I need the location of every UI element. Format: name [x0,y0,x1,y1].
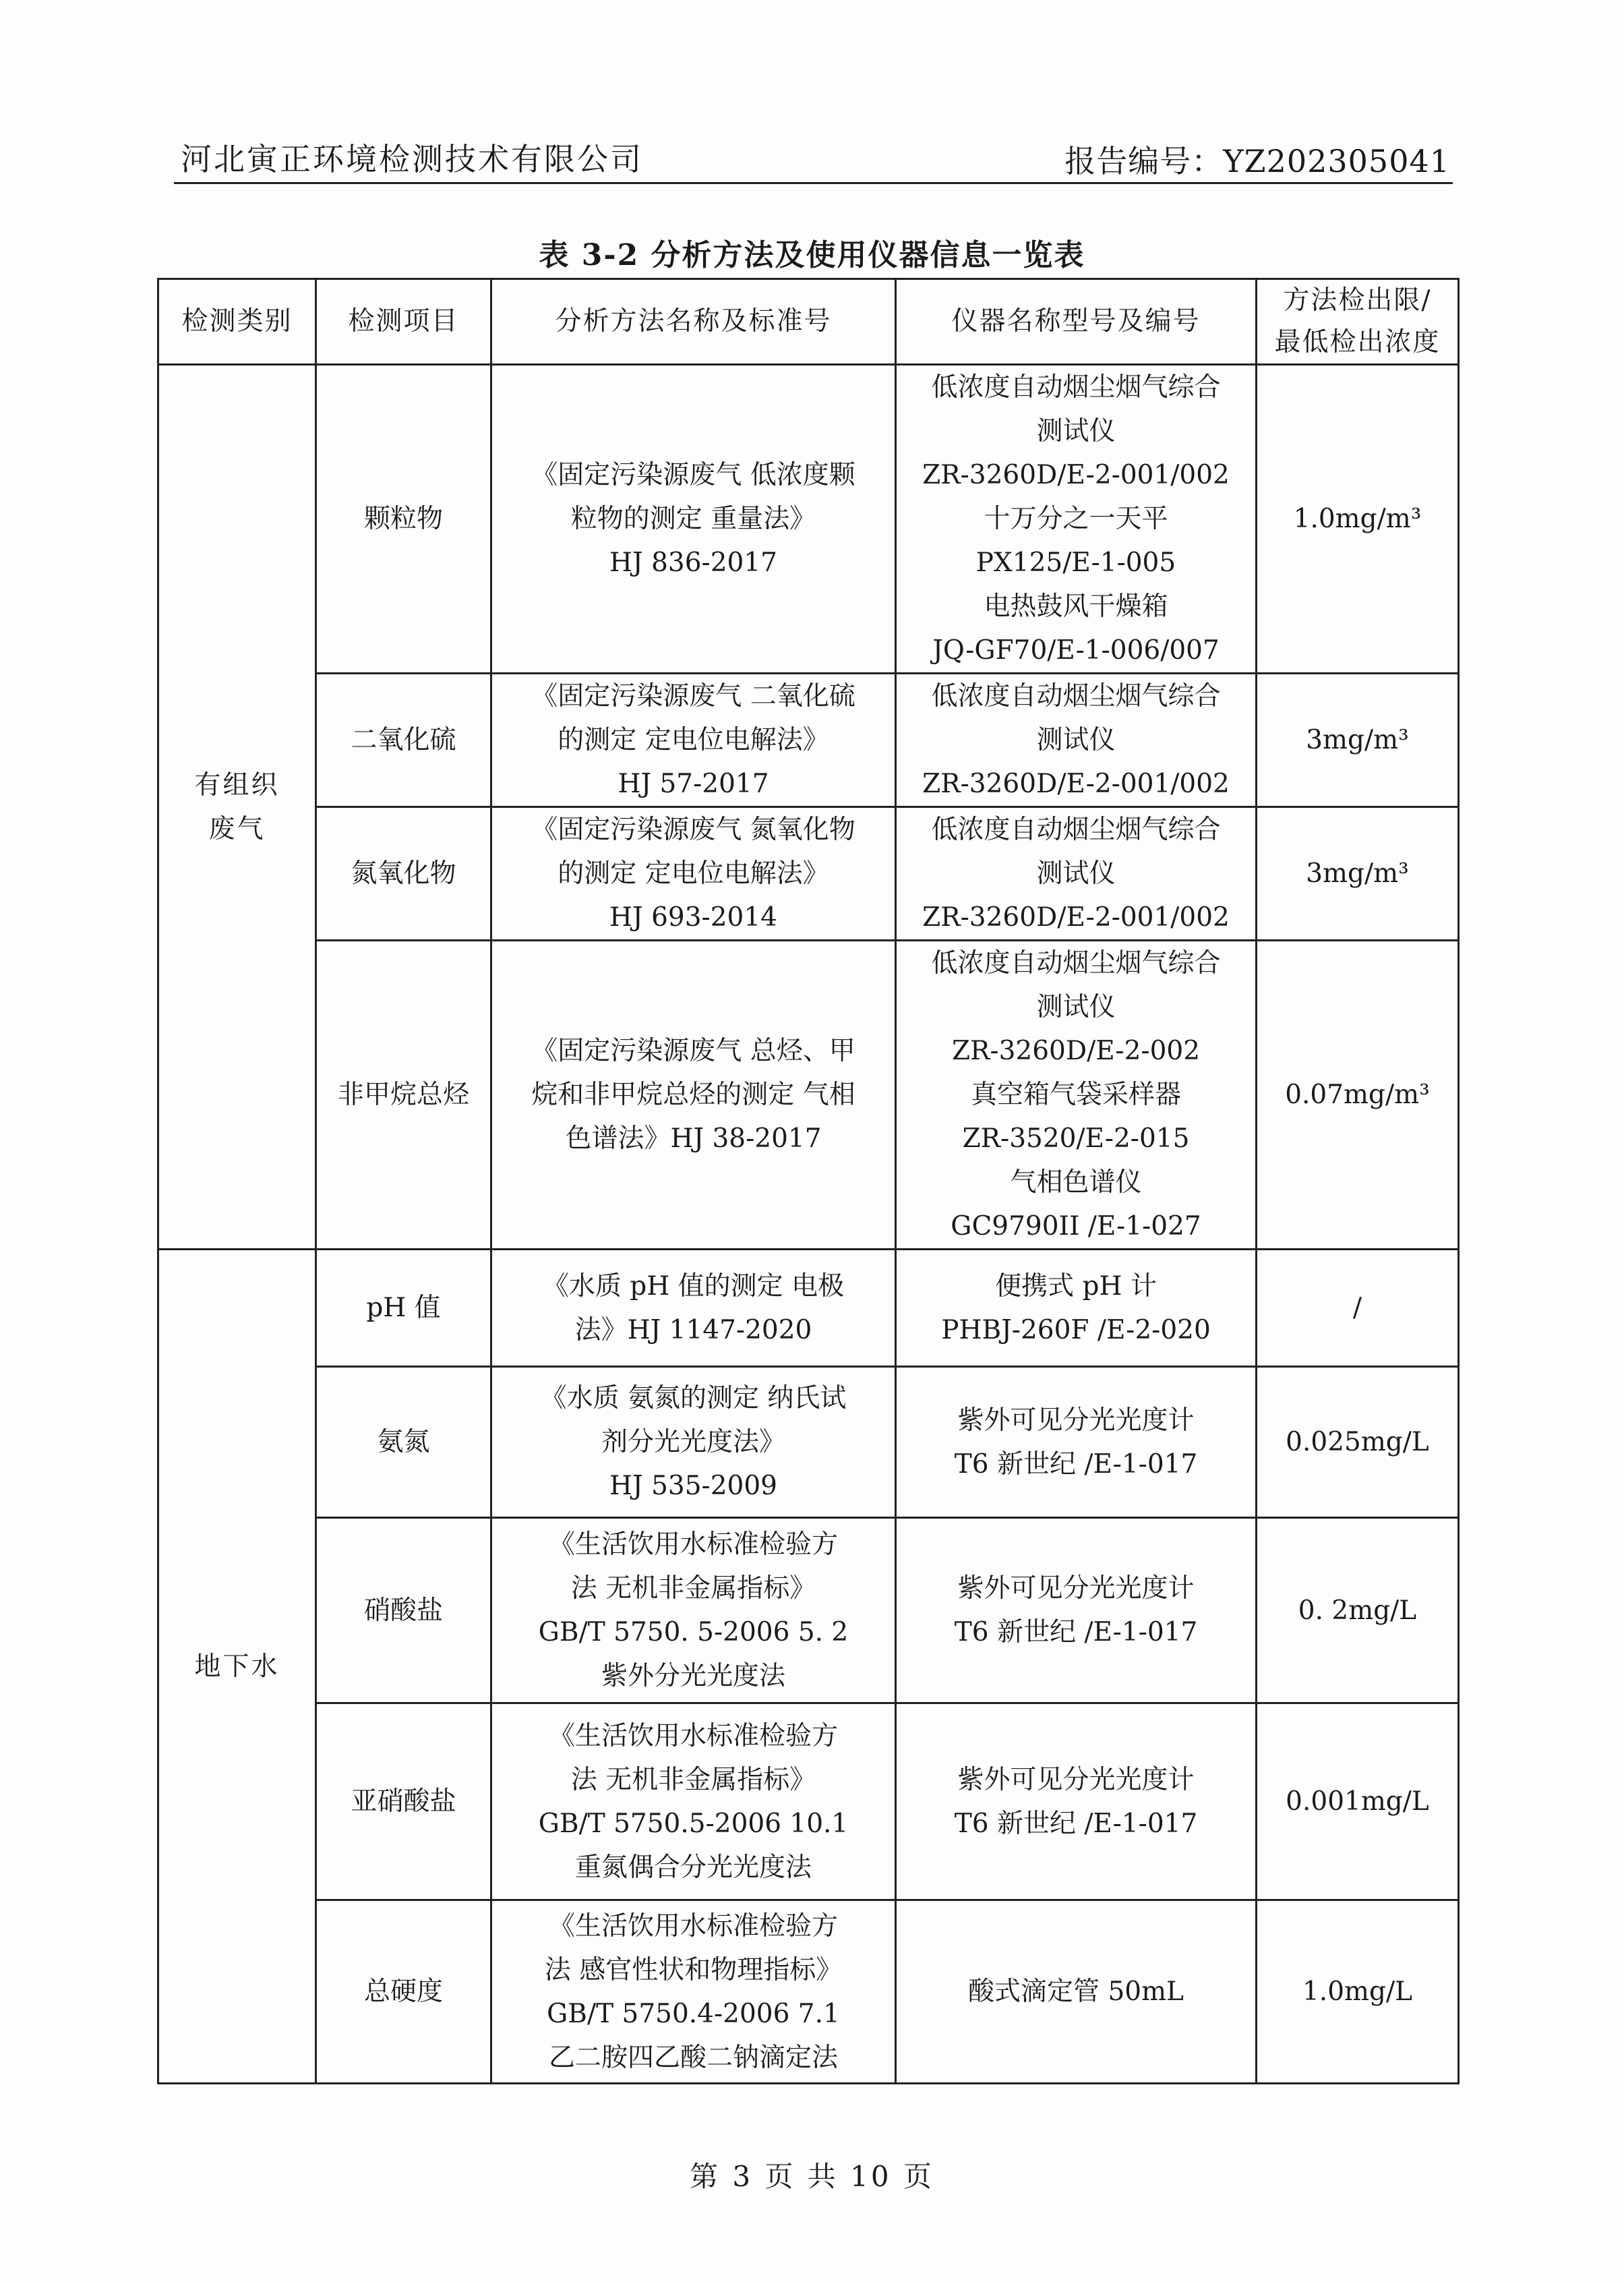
method-line: 粒物的测定 重量法》 [570,504,816,534]
instrument-line: T6 新世纪 /E-1-017 [954,1448,1198,1480]
methods-table [157,278,1460,2084]
cell-instrument [896,807,1257,941]
method-line: 法》HJ 1147-2020 [574,1314,812,1345]
cell-instrument [896,1367,1257,1518]
cell-method [491,1518,896,1703]
method-line: 《水质 pH 值的测定 电极 [542,1270,845,1301]
header-limit-line: 最低检出浓度 [1274,327,1441,357]
cell-method [491,1900,896,2084]
instrument-line: 低浓度自动烟尘烟气综合 [931,372,1221,403]
instrument-line: 测试仪 [1036,992,1116,1022]
category-waste-gas [158,365,316,1250]
instrument-line: 低浓度自动烟尘烟气综合 [931,948,1221,978]
instrument-line: ZR-3260D/E-2-001/002 [922,769,1230,799]
method-line: 法 无机非金属指标》 [570,1573,816,1604]
cell-method [491,1367,896,1518]
method-line: 《固定污染源废气 总烃、甲 [531,1036,855,1066]
instrument-line: ZR-3520/E-2-015 [962,1123,1190,1154]
method-line: 《固定污染源废气 氮氧化物 [531,815,855,845]
instrument-line: 紫外可见分光光度计 [957,1764,1195,1795]
cell-item: 氨氮 [316,1367,491,1518]
header-divider [174,182,1453,184]
cell-limit: 0.07mg/m³ [1257,941,1459,1250]
category-groundwater: 地下水 [158,1250,316,2084]
instrument-line: ZR-3260D/E-2-001/002 [922,460,1230,490]
cell-item: 二氧化硫 [316,674,491,807]
instrument-line: 酸式滴定管 50mL [968,1976,1184,2007]
cell-instrument [896,941,1257,1250]
cell-method [491,365,896,674]
header-method: 分析方法名称及标准号 [491,279,896,365]
table-row [158,1703,1459,1900]
method-line: 的测定 定电位电解法》 [558,725,829,755]
header-item: 检测项目 [316,279,491,365]
instrument-line: 低浓度自动烟尘烟气综合 [931,815,1221,845]
method-line: 重氮偶合分光光度法 [574,1852,812,1883]
cell-limit: / [1257,1250,1459,1367]
method-line: 《生活饮用水标准检验方 [548,1910,838,1941]
instrument-line: 便携式 pH 计 [995,1270,1157,1301]
header-category: 检测类别 [158,279,316,365]
cell-method [491,1703,896,1900]
method-line: HJ 836-2017 [609,548,777,578]
method-line: HJ 57-2017 [618,769,769,799]
category-label-line: 有组织 [194,769,280,800]
method-line: 《生活饮用水标准检验方 [548,1720,838,1751]
company-name: 河北寅正环境检测技术有限公司 [181,141,643,177]
table-row [158,365,1459,674]
cell-item: 亚硝酸盐 [316,1703,491,1900]
instrument-line: 电热鼓风干燥箱 [984,591,1168,622]
instrument-line: GC9790II /E-1-027 [951,1211,1201,1241]
instrument-line: PX125/E-1-005 [975,548,1176,578]
instrument-line: 测试仪 [1036,725,1116,755]
cell-item: 颗粒物 [316,365,491,674]
cell-method [491,807,896,941]
method-line: 紫外分光光度法 [601,1661,785,1691]
method-line: 的测定 定电位电解法》 [558,858,829,889]
instrument-line: 测试仪 [1036,858,1116,889]
cell-item: 总硬度 [316,1900,491,2084]
method-line: GB/T 5750.5-2006 10.1 [538,1808,849,1839]
table-header-row [158,279,1459,365]
cell-limit: 0.001mg/L [1257,1703,1459,1900]
instrument-line: 紫外可见分光光度计 [957,1573,1195,1604]
method-line: HJ 693-2014 [609,902,777,933]
table-row [158,941,1459,1250]
cell-item: 非甲烷总烃 [316,941,491,1250]
header-instrument: 仪器名称型号及编号 [896,279,1257,365]
method-line: 法 感官性状和物理指标》 [544,1954,843,1985]
header-limit-line: 方法检出限/ [1283,285,1432,316]
table-row [158,807,1459,941]
cell-method [491,1250,896,1367]
cell-limit: 1.0mg/m³ [1257,365,1459,674]
cell-limit: 3mg/m³ [1257,674,1459,807]
instrument-line: PHBJ-260F /E-2-020 [941,1314,1211,1345]
cell-item: 硝酸盐 [316,1518,491,1703]
cell-method [491,674,896,807]
page-number: 第 3 页 共 10 页 [690,2160,934,2193]
cell-limit: 0.025mg/L [1257,1367,1459,1518]
table-row [158,1900,1459,2084]
cell-instrument [896,1250,1257,1367]
method-line: 《固定污染源废气 低浓度颗 [531,460,855,490]
instrument-line: 十万分之一天平 [984,504,1168,534]
method-line: 《水质 氨氮的测定 纳氏试 [540,1383,847,1413]
method-line: 烷和非甲烷总烃的测定 气相 [531,1080,855,1110]
table-title: 表 3-2 分析方法及使用仪器信息一览表 [539,238,1085,272]
method-line: 《固定污染源废气 二氧化硫 [531,681,855,711]
instrument-line: 低浓度自动烟尘烟气综合 [931,681,1221,711]
instrument-line: 紫外可见分光光度计 [957,1405,1195,1436]
instrument-line: JQ-GF70/E-1-006/007 [932,635,1220,666]
cell-item: pH 值 [316,1250,491,1367]
method-line: 色谱法》HJ 38-2017 [565,1123,822,1154]
method-line: 《生活饮用水标准检验方 [548,1529,838,1560]
cell-instrument [896,674,1257,807]
header-limit [1257,279,1459,365]
method-line: 法 无机非金属指标》 [570,1764,816,1795]
instrument-line: 气相色谱仪 [1010,1167,1142,1198]
cell-limit: 3mg/m³ [1257,807,1459,941]
method-line: 剂分光光度法》 [601,1427,785,1457]
report-number: 报告编号：YZ202305041 [1064,143,1450,179]
cell-instrument [896,1900,1257,2084]
instrument-line: ZR-3260D/E-2-002 [951,1036,1201,1066]
cell-method [491,941,896,1250]
category-label-line: 废气 [208,813,266,844]
cell-instrument [896,1518,1257,1703]
table-row [158,1518,1459,1703]
method-line: HJ 535-2009 [609,1471,777,1501]
cell-limit: 1.0mg/L [1257,1900,1459,2084]
instrument-line: T6 新世纪 /E-1-017 [954,1617,1198,1647]
table-row [158,1250,1459,1367]
cell-limit: 0. 2mg/L [1257,1518,1459,1703]
cell-instrument [896,1703,1257,1900]
cell-instrument [896,365,1257,674]
instrument-line: T6 新世纪 /E-1-017 [954,1808,1198,1839]
instrument-line: ZR-3260D/E-2-001/002 [922,902,1230,933]
cell-item: 氮氧化物 [316,807,491,941]
method-line: 乙二胺四乙酸二钠滴定法 [548,2042,838,2073]
table-row [158,1367,1459,1518]
instrument-line: 测试仪 [1036,416,1116,446]
method-line: GB/T 5750. 5-2006 5. 2 [538,1617,849,1647]
table-row [158,674,1459,807]
method-line: GB/T 5750.4-2006 7.1 [547,1998,840,2029]
instrument-line: 真空箱气袋采样器 [970,1080,1181,1110]
